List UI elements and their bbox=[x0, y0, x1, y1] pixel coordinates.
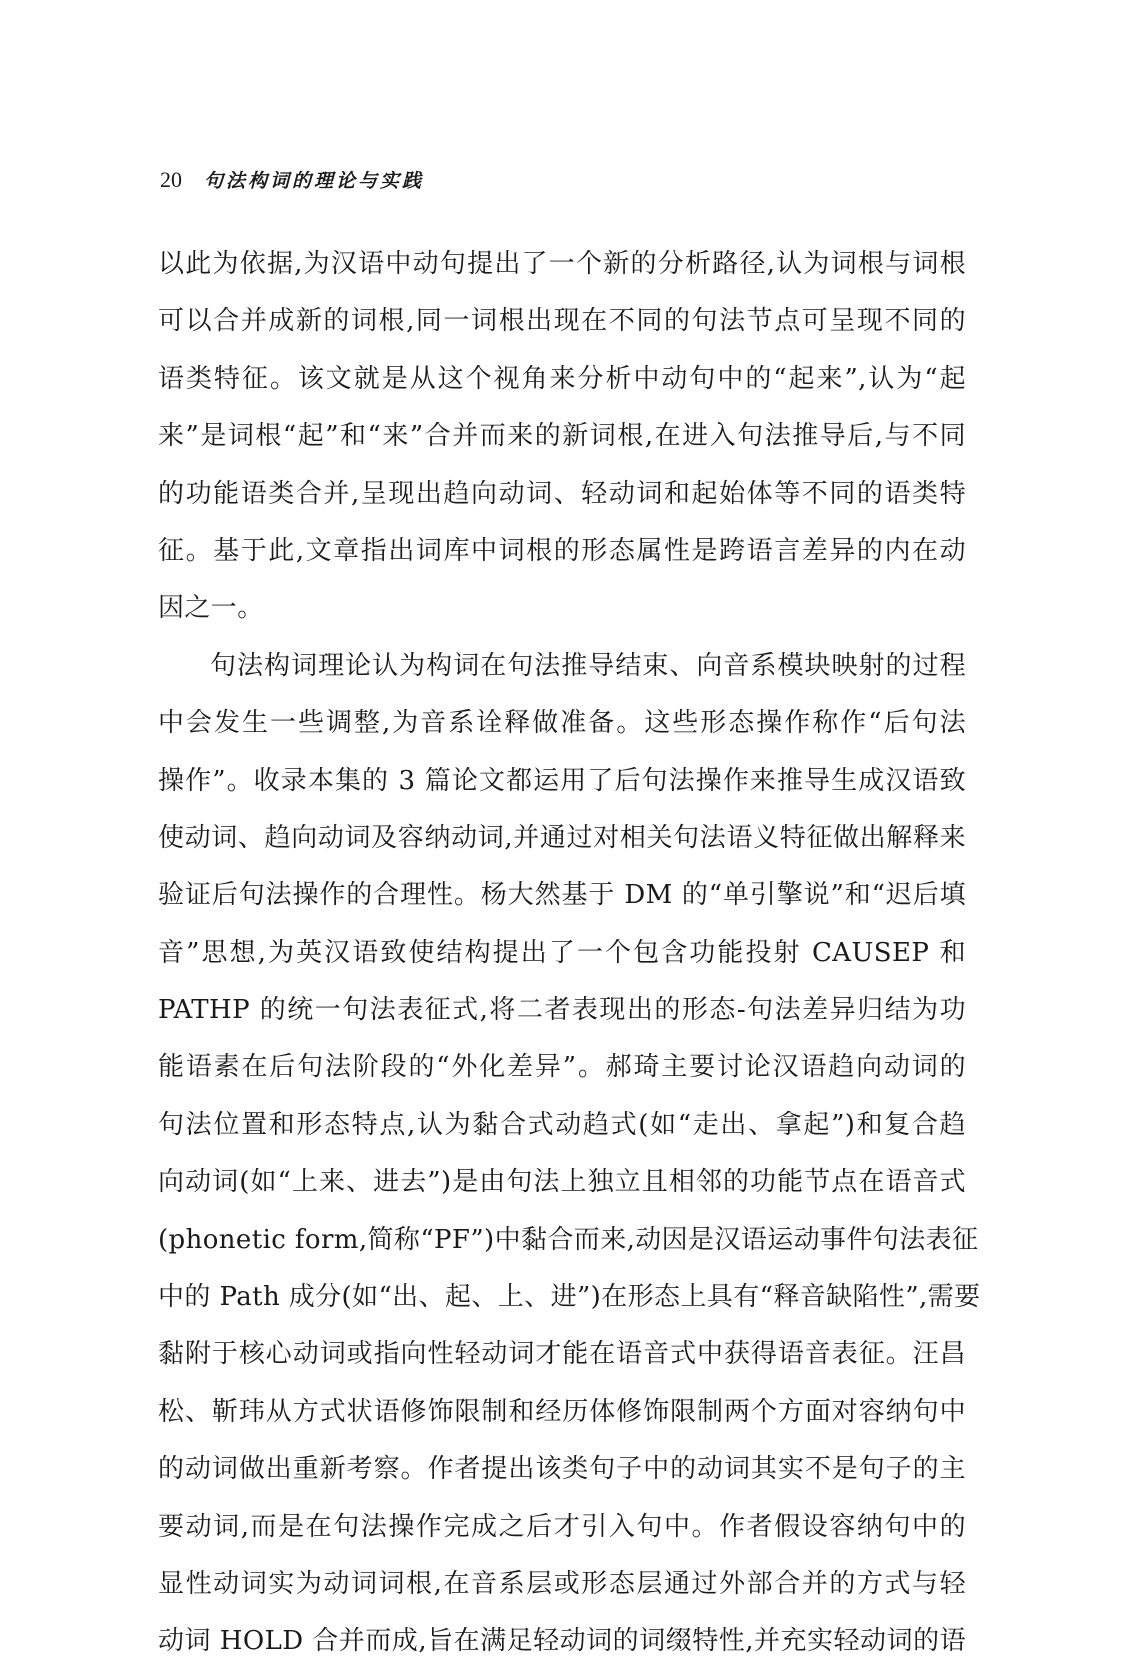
text-line: 中的 Path 成分(如“出、起、上、进”)在形态上具有“释音缺陷性”,需要 bbox=[158, 1282, 981, 1313]
paragraph-first-line: 句法构词理论认为构词在句法推导结束、向音系模块映射的过程 bbox=[210, 650, 966, 681]
text-line: 使动词、趋向动词及容纳动词,并通过对相关句法语义特征做出解释来 bbox=[158, 822, 966, 853]
text-line: 向动词(如“上来、进去”)是由句法上独立且相邻的功能节点在语音式 bbox=[158, 1167, 966, 1198]
text-line: 的动词做出重新考察。作者提出该类句子中的动词其实不是句子的主 bbox=[158, 1454, 966, 1485]
text-line: 中会发生一些调整,为音系诠释做准备。这些形态操作称作“后句法 bbox=[158, 708, 966, 739]
text-line: (phonetic form,简称“PF”)中黏合而来,动因是汉语运动事件句法表征 bbox=[158, 1224, 979, 1255]
text-line: 以此为依据,为汉语中动句提出了一个新的分析路径,认为词根与词根 bbox=[158, 249, 966, 279]
text-line: 音”思想,为英汉语致使结构提出了一个包含功能投射 CAUSEP 和 bbox=[158, 937, 966, 968]
text-line: PATHP 的统一句法表征式,将二者表现出的形态-句法差异归结为功 bbox=[158, 995, 966, 1026]
page-number: 20 bbox=[160, 167, 182, 192]
text-line: 动词 HOLD 合并而成,旨在满足轻动词的词缀特性,并充实轻动词的语 bbox=[158, 1626, 966, 1657]
text-line: 松、靳玮从方式状语修饰限制和经历体修饰限制两个方面对容纳句中 bbox=[158, 1396, 966, 1427]
running-header bbox=[160, 166, 424, 195]
text-line: 要动词,而是在句法操作完成之后才引入句中。作者假设容纳句中的 bbox=[158, 1511, 966, 1542]
book-title: 句法构词的理论与实践 bbox=[204, 170, 425, 192]
text-line: 可以合并成新的词根,同一词根出现在不同的句法节点可呈现不同的 bbox=[158, 306, 966, 337]
text-line: 征。基于此,文章指出词库中词根的形态属性是跨语言差异的内在动 bbox=[158, 535, 966, 566]
text-line: 黏附于核心动词或指向性轻动词才能在语音式中获得语音表征。汪昌 bbox=[158, 1339, 966, 1370]
text-line: 操作”。收录本集的 3 篇论文都运用了后句法操作来推导生成汉语致 bbox=[158, 765, 966, 796]
text-line: 语类特征。该文就是从这个视角来分析中动句中的“起来”,认为“起 bbox=[158, 363, 966, 394]
text-line: 的功能语类合并,呈现出趋向动词、轻动词和起始体等不同的语类特 bbox=[158, 478, 966, 509]
text-line: 来”是词根“起”和“来”合并而来的新词根,在进入句法推导后,与不同 bbox=[158, 421, 966, 452]
text-line: 显性动词实为动词词根,在音系层或形态层通过外部合并的方式与轻 bbox=[158, 1568, 966, 1599]
body-text bbox=[158, 236, 981, 1671]
text-line: 因之一。 bbox=[158, 593, 264, 624]
text-line: 句法位置和形态特点,认为黏合式动趋式(如“走出、拿起”)和复合趋 bbox=[158, 1109, 966, 1140]
text-line: 能语素在后句法阶段的“外化差异”。郝琦主要讨论汉语趋向动词的 bbox=[158, 1052, 966, 1083]
text-line: 验证后句法操作的合理性。杨大然基于 DM 的“单引擎说”和“迟后填 bbox=[158, 880, 966, 911]
